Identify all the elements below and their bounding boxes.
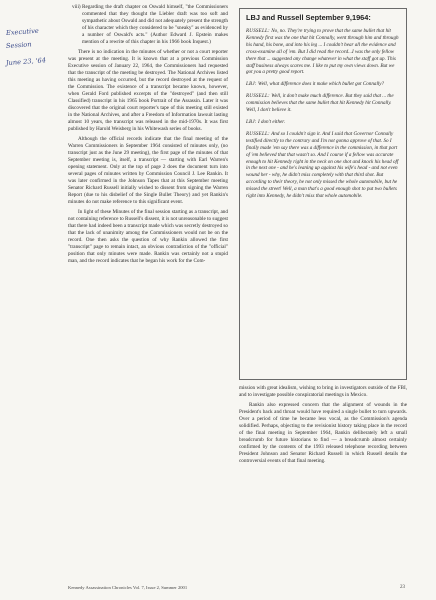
paragraph-transcript-existence: There is no indication in the minutes of whether or not a court reporter was present at the meeting. It is known that at a previous Commission Executive session of January 22, 1964, the Commissioners had requested that the transcript of the meeting be destroyed. The National Archives listed this meeting as having occurred, but the record destroyed at the request of the Commission. The existence of a transcript became known, however, when Gerald Ford published excerpts of the "destroyed" (and then still Classified) transcript in his 1965 book Portrait of the Assassin. Later it was discovered that the original court reporter's tape of this meeting still existed in the National Archives, and after a Freedom of Information lawsuit lasting almost 10 years, the transcript was released in the mid-1970s. It was first published by Harold Weisberg in his Whitewash series of books. xyxy=(68,49,228,132)
exchange-text: I don't either. xyxy=(257,118,285,125)
sidebar-title: LBJ and Russell September 9,1964: xyxy=(246,13,371,22)
paragraph-rankin-minutes: In light of these Minutes of the final session starting as a transcript, and not containing reference to Russell's dissent, it is not unreasonable to suggest that there had indeed been a transcript made which was secretly destroyed so that the lack of unanimity among the Commissioners would not be on the record. One then asks the question of why Rankin allowed the first "transcript" page to remain intact, an obvious contradiction of the "official" position that only minutes were made. Rankin was certainly not a stupid man, and the record indicates that he began his work for the Com- xyxy=(68,209,228,264)
left-column xyxy=(68,4,228,268)
handwritten-margin-note xyxy=(6,26,64,69)
speaker-label: RUSSELL: xyxy=(246,130,270,137)
margin-note-line-1: Executive xyxy=(5,26,40,38)
exchange-text: Well, what difference does it make which bullet got Connally? xyxy=(257,81,385,88)
item-text: Regarding the draft chapter on Oswald himself, "the Commissioners commented that they thought the Liebler draft was too soft and sympathetic about Oswald and did not adequately present the strength of his character which they considered to be "sneaky" as evidenced by a number of Oswald's acts." (Author Edward J. Epstein makes mention of a rewrite of this chapter in his 1966 book Inquest.) xyxy=(82,4,228,45)
exchange xyxy=(246,131,400,200)
margin-note-line-3: June 23, '64 xyxy=(5,56,47,68)
speaker-label: LBJ: xyxy=(246,118,257,125)
exchange-text: No, no. They're trying to prove that the same bullet that hit Kennedy first was the one that hit Connally, went through him and through his hand, his bone, and into his leg ... I couldn't hear all the evidence and cross-examine all of 'em. But I did read the record...I was the only fellow there that ... suggested any change whatever in what the staff got up. This staff business always scares me. I like to put my own views down. But we got you a pretty good report. xyxy=(246,28,399,76)
exchange-text: And so I couldn't sign it. And I said that Governor Connally testified directly to the contrary and I'm not gonna approve of that. So I finally made 'em say there was a difference in the commission, in that part of 'em believed that that wasn't so. And I course if a fellow was accurate enough to hit Kennedy right in the neck on one shot and knock his head off in the next one - and he's leaning up against his wife's head - and not even wound her - why, he didn't miss completely with that third shot. But according to their theory, he not only missed the whole automobile, but he missed the street! Well, a man that's a good enough shot to put two bullets right into Kennedy, he didn't miss that whole automobile. xyxy=(246,130,399,200)
exchange xyxy=(246,93,400,114)
speaker-label: RUSSELL: xyxy=(246,28,270,34)
exchange xyxy=(246,81,400,88)
right-column xyxy=(239,385,407,468)
sidebar-transcript xyxy=(246,28,400,200)
paragraph-rankin-breadcrumb: Rankin also expressed concern that the alignment of wounds in the President's back and throat would have required a single bullet to turn upwards. Over a period of time he became less vocal, as the Commission's agenda solidified. Perhaps, objecting to the revisionist history taking place in the record of the final meeting in September 1964, Rankin deliberately left a small breadcrumb for future historians to find — a breadcrumb almost certainly confirmed by the contents of the 1993 released telephone recording between President Johnson and Senator Richard Russell in which Russell details the controversial events of that final meeting. xyxy=(239,402,407,464)
speaker-label: RUSSELL: xyxy=(246,93,270,100)
list-item-viii xyxy=(68,4,228,46)
paragraph-final-meeting: Although the official records indicate that the final meeting of the Warren Commissioners in September 1964 consisted of minutes only, (no transcript just as the June 29 meeting), the first page of the minutes of that September meeting is, itself, a transcript — starting with Earl Warren's opening statement. Only at the top of page 2 does the document turn into several pages of minutes written by Commission Council J. Lee Rankin. It was later confirmed in the Johnson Tapes that at this September meeting Senator Richard Russell initially wished to dissent from signing the Warren Report (due to his disbelief of the Single Bullet Theory) and yet Rankin's minutes do not make reference to this significant event. xyxy=(68,136,228,205)
item-number: viii) xyxy=(72,4,81,10)
exchange-text: Well, it don't make much difference. But they said that ... the commission believes that the same bullet that hit Kennedy hit Connally. Well, I don't believe it. xyxy=(246,93,394,114)
footer-citation: Kennedy Assassination Chronicles Vol. 7, Issue 2, Summer 2001 xyxy=(68,585,188,590)
paragraph-continuation: mission with great idealism, wishing to bring in investigators outside of the FBI, and to investigate possible conspiratorial meetings in Mexico. xyxy=(239,385,407,398)
sidebar-box xyxy=(239,8,407,380)
speaker-label: LBJ: xyxy=(246,81,257,88)
page-number: 23 xyxy=(400,585,405,590)
exchange xyxy=(246,119,400,126)
exchange xyxy=(246,28,400,76)
margin-note-line-2: Session xyxy=(5,40,32,51)
